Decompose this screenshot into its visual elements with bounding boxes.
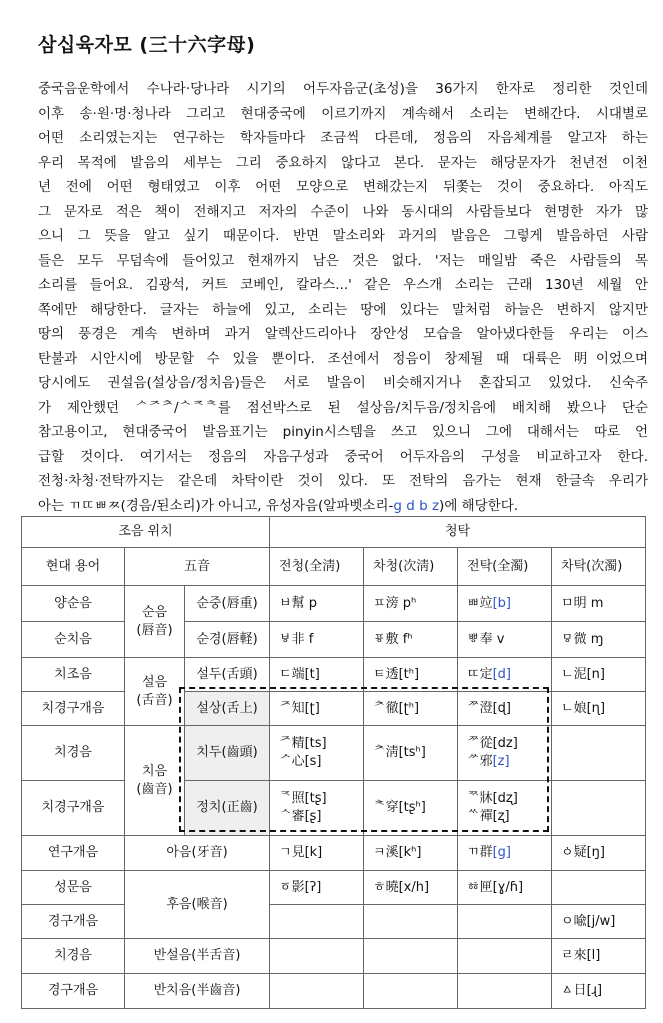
row-modern-term: 치조음 bbox=[22, 658, 125, 692]
paragraph-line: 그 문자로 적은 책이 전해지고 저자의 수준이 나와 동시대의 사람들보다 현명한 자가 많 bbox=[38, 203, 648, 220]
cell-jeoncheong bbox=[270, 974, 364, 1009]
place-label: 정치(正齒) bbox=[185, 781, 270, 836]
group-labial: 순음 (唇音) bbox=[125, 586, 185, 658]
row-modern-term: 성문음 bbox=[22, 871, 125, 905]
cell-chacheong: ᅔ徹[ʈʰ] bbox=[364, 692, 458, 726]
five-sound-label: 반설음(半舌音) bbox=[125, 939, 270, 974]
paragraph-line: 중국음운학에서 수나라·당나라 시기의 어두자음군(초성)을 36가지 한자로 정리한 것인데 bbox=[38, 81, 648, 97]
place-label: 설상(舌上) bbox=[185, 692, 270, 726]
cell-jeontak: ᅑ牀[dʐ] ᄿ禪[ʐ] bbox=[458, 781, 552, 836]
cell-jeontak bbox=[458, 939, 552, 974]
header-position: 조음 위치 bbox=[22, 517, 270, 548]
cell-jeontak: ᅏ澄[ɖ] bbox=[458, 692, 552, 726]
header-chacheong: 차청(次淸) bbox=[364, 548, 458, 586]
cell-chatak: ㅱ微 ɱ bbox=[552, 622, 646, 658]
cell-jeoncheong bbox=[270, 905, 364, 939]
cell-chatak: ㄹ來[l] bbox=[552, 939, 646, 974]
cell-chacheong: ᅔ淸[tsʰ] bbox=[364, 726, 458, 781]
cell-chacheong: ㅎ曉[x/h] bbox=[364, 871, 458, 905]
cell-jeontak: ㅃ竝[b] bbox=[458, 586, 552, 622]
row-modern-term: 양순음 bbox=[22, 586, 125, 622]
paragraph-line: 탄불과 시안시에 방문할 수 있을 뿐이다. 조선에서 정음이 창제될 때 대륙은 明이었으며 bbox=[38, 350, 648, 367]
row-modern-term: 치경음 bbox=[22, 939, 125, 974]
header-five-sounds: 五音 bbox=[125, 548, 270, 586]
cell-jeoncheong: ᅎ知[ʈ] bbox=[270, 692, 364, 726]
header-jeontak: 전탁(全濁) bbox=[458, 548, 552, 586]
cell-chatak bbox=[552, 726, 646, 781]
paragraph-line: 가 제안했던 ᄼᅎᅔ/ᄾᅐᅕ를 점선박스로 된 설상음/치두음/정치음에 배치해 봤으나 단순 bbox=[38, 399, 648, 416]
cell-jeoncheong: ᅎ精[ts] ᄼ心[s] bbox=[270, 726, 364, 781]
five-sound-label: 아음(牙音) bbox=[125, 836, 270, 871]
cell-jeoncheong: ㄷ端[t] bbox=[270, 658, 364, 692]
cell-chatak: ㅇ喩[j/w] bbox=[552, 905, 646, 939]
cell-chatak bbox=[552, 871, 646, 905]
cell-jeontak: ㄲ群[g] bbox=[458, 836, 552, 871]
row-modern-term: 경구개음 bbox=[22, 905, 125, 939]
header-jeoncheong: 전청(全淸) bbox=[270, 548, 364, 586]
cell-chatak: ㅁ明 m bbox=[552, 586, 646, 622]
cell-chatak: ㅿ日[ɻ] bbox=[552, 974, 646, 1009]
five-sound-label: 후음(喉音) bbox=[125, 871, 270, 939]
cell-jeoncheong: ㄱ見[k] bbox=[270, 836, 364, 871]
paragraph-line: 년 전에 어떤 형태였고 이후 어떤 모양으로 변해갔는지 뒤쫓는 것이 중요하다. 아직도 bbox=[38, 179, 648, 195]
cell-jeontak: ᅏ從[dz] ᄽ邪[z] bbox=[458, 726, 552, 781]
cell-chacheong bbox=[364, 905, 458, 939]
row-modern-term: 치경구개음 bbox=[22, 781, 125, 836]
cell-chatak: ㄴ娘[ɳ] bbox=[552, 692, 646, 726]
cell-jeoncheong bbox=[270, 939, 364, 974]
paragraph-line: 이후 송·원·명·청나라 그리고 현대중국에 이르기까지 계속해서 소리는 변해간다. 시대별로 bbox=[38, 105, 648, 122]
paragraph-line: 우리 목적에 발음의 세부는 그리 중요하지 않다고 본다. 문자는 해당문자가 천년전 이천 bbox=[38, 154, 648, 171]
cell-chatak bbox=[552, 781, 646, 836]
paragraph-line: 으니 그 뜻을 알고 싶기 때문이다. 반면 말소리와 과거의 발음은 그렇게 발음하던 사람 bbox=[38, 228, 648, 244]
initials-table bbox=[21, 516, 646, 1009]
cell-chacheong: ㆄ敷 fʰ bbox=[364, 622, 458, 658]
header-chatak: 차탁(次濁) bbox=[552, 548, 646, 586]
cell-jeoncheong: ㅸ非 f bbox=[270, 622, 364, 658]
place-label: 순중(唇重) bbox=[185, 586, 270, 622]
cell-chatak: ㆁ疑[ŋ] bbox=[552, 836, 646, 871]
paragraph-line: 아는 ㄲㄸㅃㅉ(경음/된소리)가 아니고, 유성자음(알파벳소리-g d b z)에 해당한다. bbox=[38, 497, 519, 514]
row-modern-term: 경구개음 bbox=[22, 974, 125, 1009]
cell-chatak: ㄴ泥[n] bbox=[552, 658, 646, 692]
paragraph-line: 당시에도 권설음(설상음/정치음)들은 서로 발음이 비슷해지거나 혼잡되고 있었다. 신숙주 bbox=[38, 375, 648, 391]
paragraph-line: 급할 것이다. 여기서는 정음의 자음구성과 중국어 어두자음의 구성을 비교하고자 한다. bbox=[38, 448, 648, 465]
row-modern-term: 치경음 bbox=[22, 726, 125, 781]
five-sound-label: 반치음(半齒音) bbox=[125, 974, 270, 1009]
cell-jeoncheong: ᅐ照[tʂ] ᄾ審[ʂ] bbox=[270, 781, 364, 836]
cell-jeontak bbox=[458, 974, 552, 1009]
header-modern-term: 현대 용어 bbox=[22, 548, 125, 586]
paragraph-line: 어떤 소리였는지는 연구하는 학자들마다 조금씩 다른데, 정음의 자음체계를 알고자 하는 bbox=[38, 130, 648, 146]
row-modern-term: 연구개음 bbox=[22, 836, 125, 871]
place-label: 치두(齒頭) bbox=[185, 726, 270, 781]
cell-chacheong: ᅕ穿[tʂʰ] bbox=[364, 781, 458, 836]
paragraph-line: 땅의 풍경은 계속 변하며 과거 알렉산드리아나 장안성 모습을 알아냈다한들 우리는 이스 bbox=[38, 326, 648, 342]
paragraph-line: 들은 모두 무덤속에 들어있고 현재까지 남은 것은 없다. '저는 매일밤 죽은 사람들의 목 bbox=[38, 252, 648, 269]
paragraph-line: 참고용이고, 현대중국어 발음표기는 pinyin시스템을 쓰고 있으니 그에 대해서는 따로 언 bbox=[38, 424, 648, 440]
row-modern-term: 순치음 bbox=[22, 622, 125, 658]
intro-paragraph bbox=[38, 77, 648, 518]
cell-jeoncheong: ㆆ影[ʔ] bbox=[270, 871, 364, 905]
cell-jeoncheong: ㅂ幫 p bbox=[270, 586, 364, 622]
row-modern-term: 치경구개음 bbox=[22, 692, 125, 726]
place-label: 설두(舌頭) bbox=[185, 658, 270, 692]
cell-jeontak: ㅹ奉 v bbox=[458, 622, 552, 658]
page-title: 삼십육자모 (三十六字母) bbox=[38, 34, 256, 56]
cell-jeontak: ㆅ匣[ɣ/ɦ] bbox=[458, 871, 552, 905]
paragraph-line: 쪽에만 해당한다. 글자는 하늘에 있고, 소리는 땅에 있다는 말처럼 하늘은 변하지 않지만 bbox=[38, 301, 648, 318]
paragraph-line: 전청·차청·전탁까지는 같은데 차탁이란 것이 있다. 또 전탁의 음가는 현재 한글속 우리가 bbox=[38, 473, 648, 489]
header-cheongtak: 청탁 bbox=[270, 517, 646, 548]
cell-chacheong: ㅋ溪[kʰ] bbox=[364, 836, 458, 871]
paragraph-line: 소리를 들어요. 김광석, 커트 코베인, 칼라스...' 같은 우스개 소리는 근래 130년 세월 안 bbox=[38, 277, 648, 293]
cell-chacheong bbox=[364, 939, 458, 974]
group-dental: 치음 (齒音) bbox=[125, 726, 185, 836]
cell-chacheong: ㅍ滂 pʰ bbox=[364, 586, 458, 622]
cell-jeontak bbox=[458, 905, 552, 939]
place-label: 순경(唇軽) bbox=[185, 622, 270, 658]
group-lingual: 설음 (舌音) bbox=[125, 658, 185, 726]
cell-jeontak: ㄸ定[d] bbox=[458, 658, 552, 692]
cell-chacheong bbox=[364, 974, 458, 1009]
cell-chacheong: ㅌ透[tʰ] bbox=[364, 658, 458, 692]
